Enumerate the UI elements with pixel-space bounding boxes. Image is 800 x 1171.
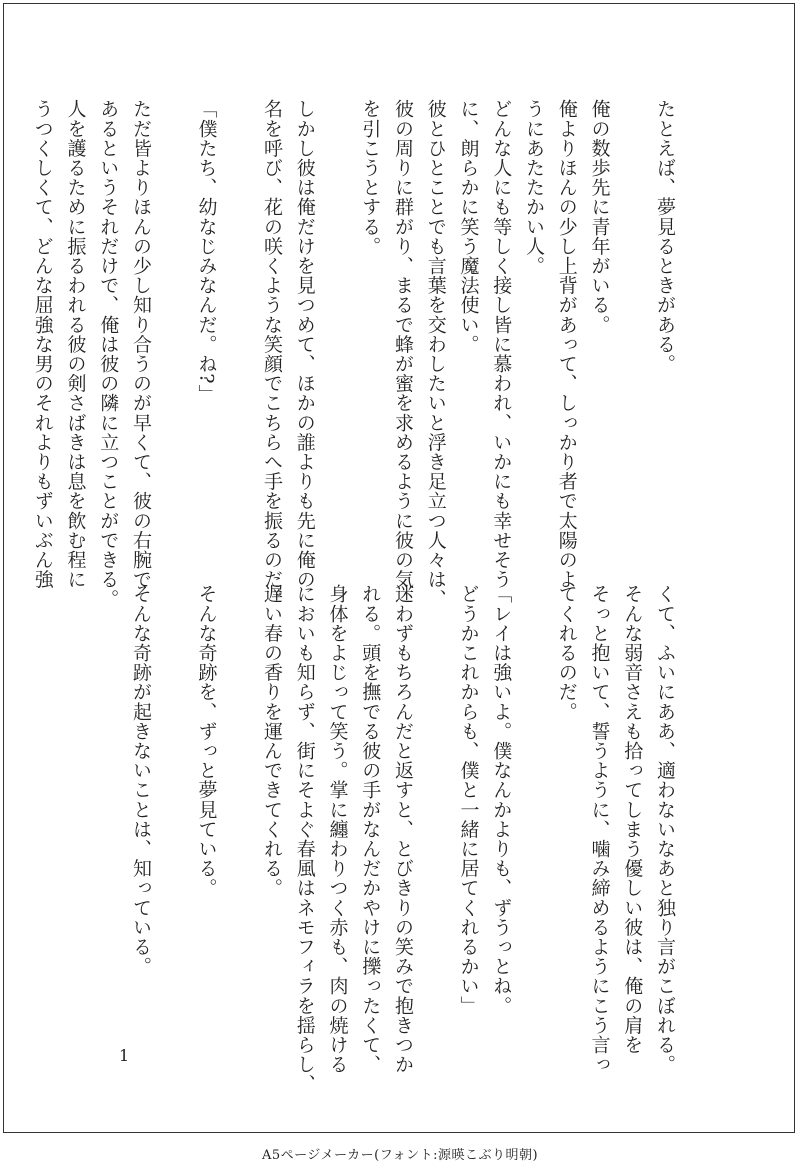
footer-credit: A5ページメーカー(フォント:源暎こぶり明朝) [261, 1148, 539, 1163]
text-line: を引こうとする。 [359, 99, 382, 256]
text-line: 彼の周りに群がり、まるで蜂が蜜を求めるように彼の気 [392, 99, 414, 589]
text-line: そっと抱いて、誓うように、噛み締めるようにこう言っ [588, 584, 611, 1074]
blank-line [321, 99, 354, 549]
text-line: れる。頭を撫でる彼の手がなんだかやけに擽ったくて、 [359, 584, 382, 1074]
text-line: においも知らず、街にそよぐ春風はネモフィラを揺らし、 [293, 584, 316, 1094]
text-line: くて、ふいにああ、適わないなあと独り言がこぼれる。 [654, 584, 676, 1074]
blank-line [157, 99, 190, 549]
blank-line [419, 584, 452, 1034]
text-line: ただ皆よりほんの少し知り合うのが早くて、彼の右腕で [130, 99, 152, 589]
text-line: しかし彼は俺だけを見つめて、ほかの誰よりも先に俺の [293, 99, 316, 589]
page-number: 1 [119, 1046, 130, 1065]
text-line: 「僕たち、幼なじみなんだ。ね?」 [195, 99, 218, 404]
lower-text-block [124, 584, 681, 1094]
blank-line [517, 584, 550, 1034]
text-line: あるというそれだけで、俺は彼の隣に立つことができる。 [97, 99, 120, 609]
text-line: どうかこれからも、僕と一緒に居てくれるかい」 [457, 584, 480, 1016]
text-line: そんな奇跡を、ずっと夢見ている。 [195, 584, 218, 898]
text-line: たとえば、夢見るときがある。 [654, 99, 676, 374]
text-line: に、朗らかに笑う魔法使い。 [457, 99, 480, 354]
text-line: 俺の数歩先に青年がいる。 [588, 99, 611, 335]
blank-line [223, 99, 256, 549]
text-line: うにあたたかい人。 [523, 99, 545, 276]
manuscript-page [3, 3, 795, 1133]
text-line: 彼とひとことでも言葉を交わしたいと浮き足立つ人々は、 [424, 99, 447, 609]
text-line: どんな人にも等しく接し皆に慕われ、いかにも幸せそう [490, 99, 513, 589]
text-line: うつくしくて、どんな屈強な男のそれよりもずいぶん強 [31, 99, 54, 589]
text-line: 迷わずもちろんだと返すと、とびきりの笑みで抱きつか [392, 584, 414, 1074]
blank-line [157, 584, 190, 1034]
text-line: そんな弱音さえも拾ってしまう優しい彼は、俺の肩を [621, 584, 644, 1055]
blank-line [616, 99, 649, 549]
text-line: そんな奇跡が起きないことは、知っている。 [130, 584, 152, 976]
text-line: 人を護るために振るわれる彼の剣さばきは息を飲む程に [64, 99, 87, 589]
text-line: 身体をよじって笑う。掌に纏わりつく赤も、肉の焼ける [326, 584, 349, 1074]
blank-line [223, 584, 256, 1034]
text-line: てくれるのだ。 [555, 584, 578, 722]
text-line: 遅い春の香りを運んできてくれる。 [261, 584, 283, 898]
text-line: 俺よりほんの少し上背があって、しっかり者で太陽のよ [555, 99, 578, 589]
text-line: 名を呼び、花の咲くような笑顔でこちらへ手を振るのだ。 [261, 99, 283, 609]
text-line: 「レイは強いよ。僕なんかよりも、ずうっとね。 [490, 584, 513, 1016]
upper-text-block [26, 99, 681, 609]
